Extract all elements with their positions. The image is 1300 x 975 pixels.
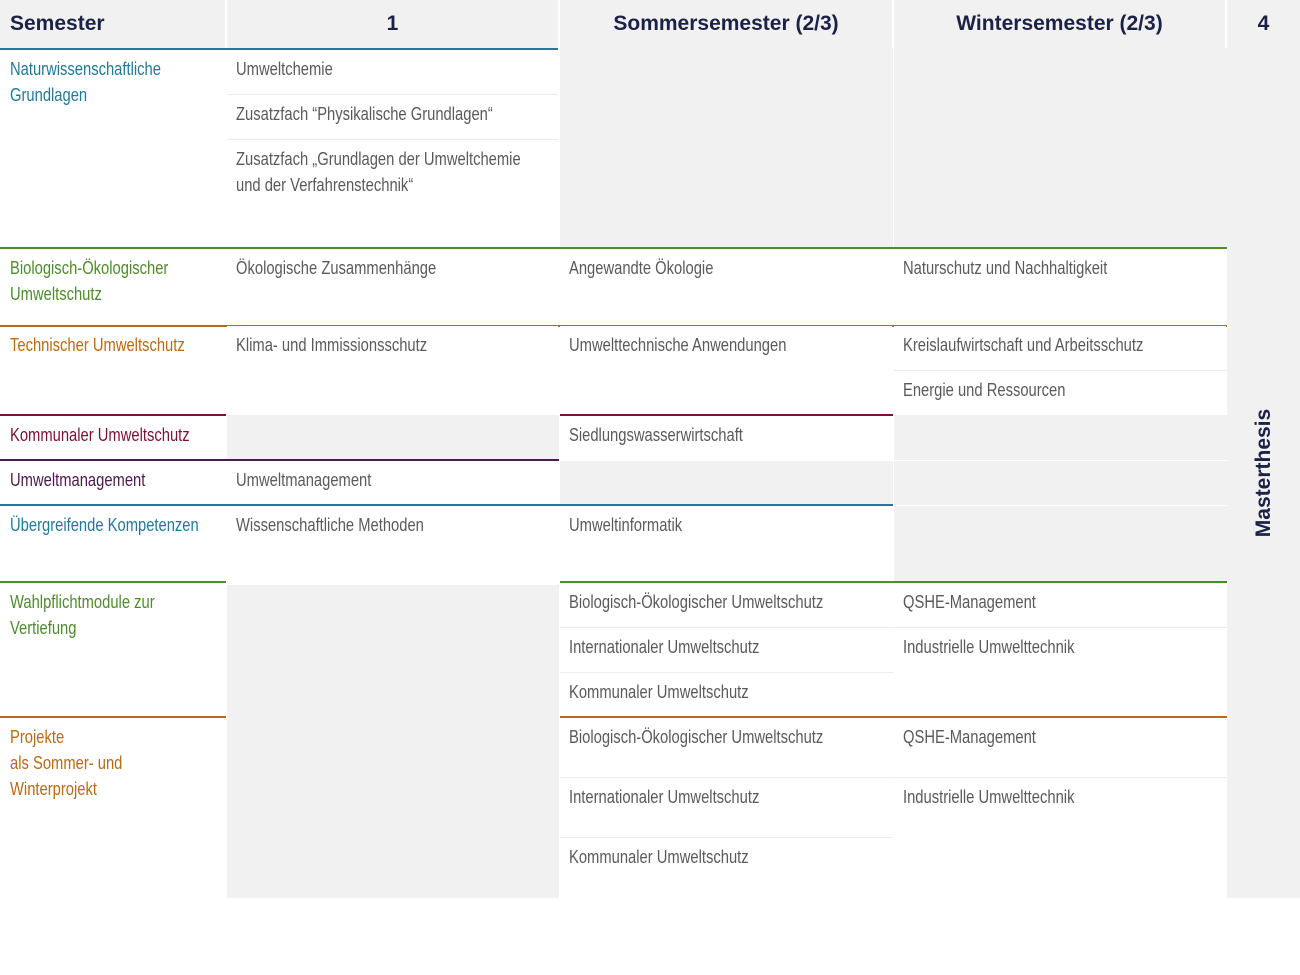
empty-cell xyxy=(560,461,893,505)
module-cell: Industrielle Umwelttechnik xyxy=(894,628,1226,672)
module-cell: Energie und Ressourcen xyxy=(894,371,1226,413)
category-projekte: Projekte als Sommer- und Winterprojekt xyxy=(10,727,123,799)
module-cell: Naturschutz und Nachhaltigkeit xyxy=(894,249,1226,309)
module-cell: Biologisch-Ökologischer Umweltschutz xyxy=(560,583,892,627)
module-cell: Ökologische Zusammenhänge xyxy=(227,249,558,309)
category-umweltmanagement: Umweltmanagement xyxy=(10,470,146,490)
empty-cell xyxy=(894,48,1227,247)
module-cell: Internationaler Umweltschutz xyxy=(560,778,892,836)
category-kommunaler-umweltschutz: Kommunaler Umweltschutz xyxy=(10,425,190,445)
empty-cell xyxy=(560,48,893,247)
module-cell: Umweltchemie xyxy=(227,50,558,94)
module-cell: Umweltinformatik xyxy=(560,506,892,582)
empty-cell xyxy=(894,415,1227,582)
category-wahlpflichtmodule: Wahlpflichtmodule zur Vertiefung xyxy=(10,592,155,638)
empty-cell xyxy=(227,415,559,460)
module-cell: Kommunaler Umweltschutz xyxy=(560,673,892,715)
module-cell: Zusatzfach „Grundlagen der Umweltchemie und der Verfahrenstechnik“ xyxy=(227,140,558,200)
module-cell: Biologisch-Ökologischer Umweltschutz xyxy=(560,718,892,776)
category-technischer-umweltschutz: Technischer Umweltschutz xyxy=(10,335,185,355)
module-cell: Umwelttechnische Anwendungen xyxy=(560,326,892,386)
module-cell: Umweltmanagement xyxy=(227,461,558,504)
masterthesis-label: Masterthesis xyxy=(1251,408,1275,538)
header-sommersemester: Sommersemester (2/3) xyxy=(560,0,892,48)
category-naturwissenschaftliche-grundlagen: Naturwissenschaftliche Grundlagen xyxy=(10,59,161,105)
header-semester-4: 4 xyxy=(1227,0,1300,48)
header-semester-1: 1 xyxy=(227,0,558,48)
module-cell: Klima- und Immissionsschutz xyxy=(227,326,558,386)
header-semester: Semester xyxy=(0,0,225,48)
module-cell: QSHE-Management xyxy=(894,583,1226,627)
module-cell: Kommunaler Umweltschutz xyxy=(560,838,892,896)
module-cell: Siedlungswasserwirtschaft xyxy=(560,416,892,460)
category-uebergreifende-kompetenzen: Übergreifende Kompetenzen xyxy=(10,515,199,535)
header-wintersemester: Wintersemester (2/3) xyxy=(894,0,1225,48)
module-cell: Angewandte Ökologie xyxy=(560,249,892,309)
module-cell: Zusatzfach “Physikalische Grundlagen“ xyxy=(227,95,558,139)
module-cell: Industrielle Umwelttechnik xyxy=(894,778,1226,836)
module-cell: QSHE-Management xyxy=(894,718,1226,776)
masterthesis-column xyxy=(1227,48,1300,898)
module-cell: Kreislaufwirtschaft und Arbeitsschutz xyxy=(894,326,1226,370)
category-biologisch-oekologischer-umweltschutz: Biologisch-Ökologischer Umweltschutz xyxy=(10,258,169,304)
module-cell: Wissenschaftliche Methoden xyxy=(227,506,558,582)
module-cell: Internationaler Umweltschutz xyxy=(560,628,892,672)
empty-cell xyxy=(227,585,559,898)
